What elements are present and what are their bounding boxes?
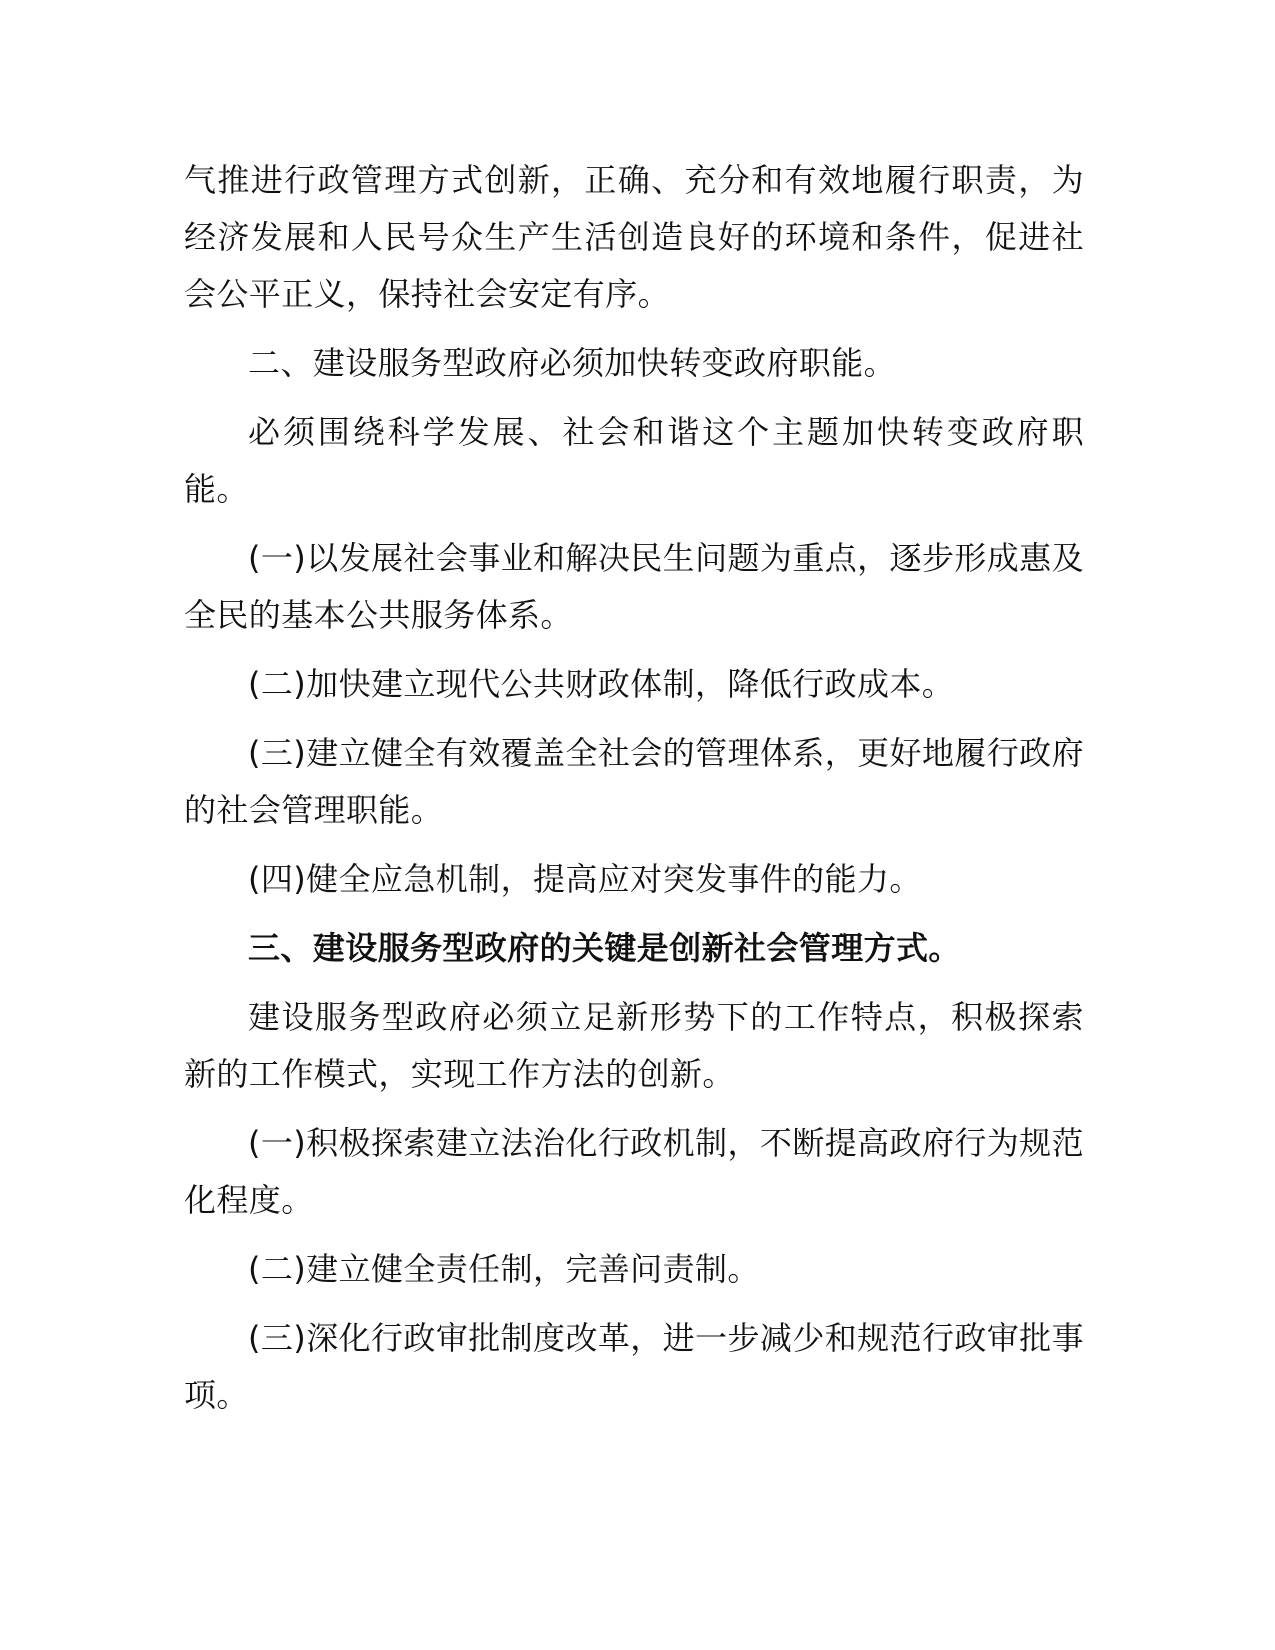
list-item: (二)建立健全责任制，完善问责制。 <box>248 1250 760 1288</box>
list-item: (三)建立健全有效覆盖全社会的管理体系，更好地履行政府的社会管理职能。 <box>184 734 1084 829</box>
list-item: (四)健全应急机制，提高应对突发事件的能力。 <box>248 860 922 898</box>
list-item: (一)以发展社会事业和解决民生问题为重点，逐步形成惠及全民的基本公共服务体系。 <box>184 539 1084 634</box>
list-item: (二)加快建立现代公共财政体制，降低行政成本。 <box>248 665 955 703</box>
section-heading-3: 三、建设服务型政府的关键是创新社会管理方式。 <box>248 929 961 967</box>
paragraph-continuation: 气推进行政管理方式创新，正确、充分和有效地履行职责，为经济发展和人民号众生产生活创造良好的环境和条件，促进社会公平正义，保持社会安定有序。 <box>184 161 1084 313</box>
paragraph: 必须围绕科学发展、社会和谐这个主题加快转变政府职能。 <box>184 413 1084 508</box>
list-item: (三)深化行政审批制度改革，进一步减少和规范行政审批事项。 <box>184 1319 1084 1414</box>
section-heading-2: 二、建设服务型政府必须加快转变政府职能。 <box>248 344 897 382</box>
list-item: (一)积极探索建立法治化行政机制，不断提高政府行为规范化程度。 <box>184 1124 1084 1219</box>
document-body <box>184 152 1084 1436</box>
paragraph: 建设服务型政府必须立足新形势下的工作特点，积极探索新的工作模式，实现工作方法的创新。 <box>184 998 1084 1093</box>
